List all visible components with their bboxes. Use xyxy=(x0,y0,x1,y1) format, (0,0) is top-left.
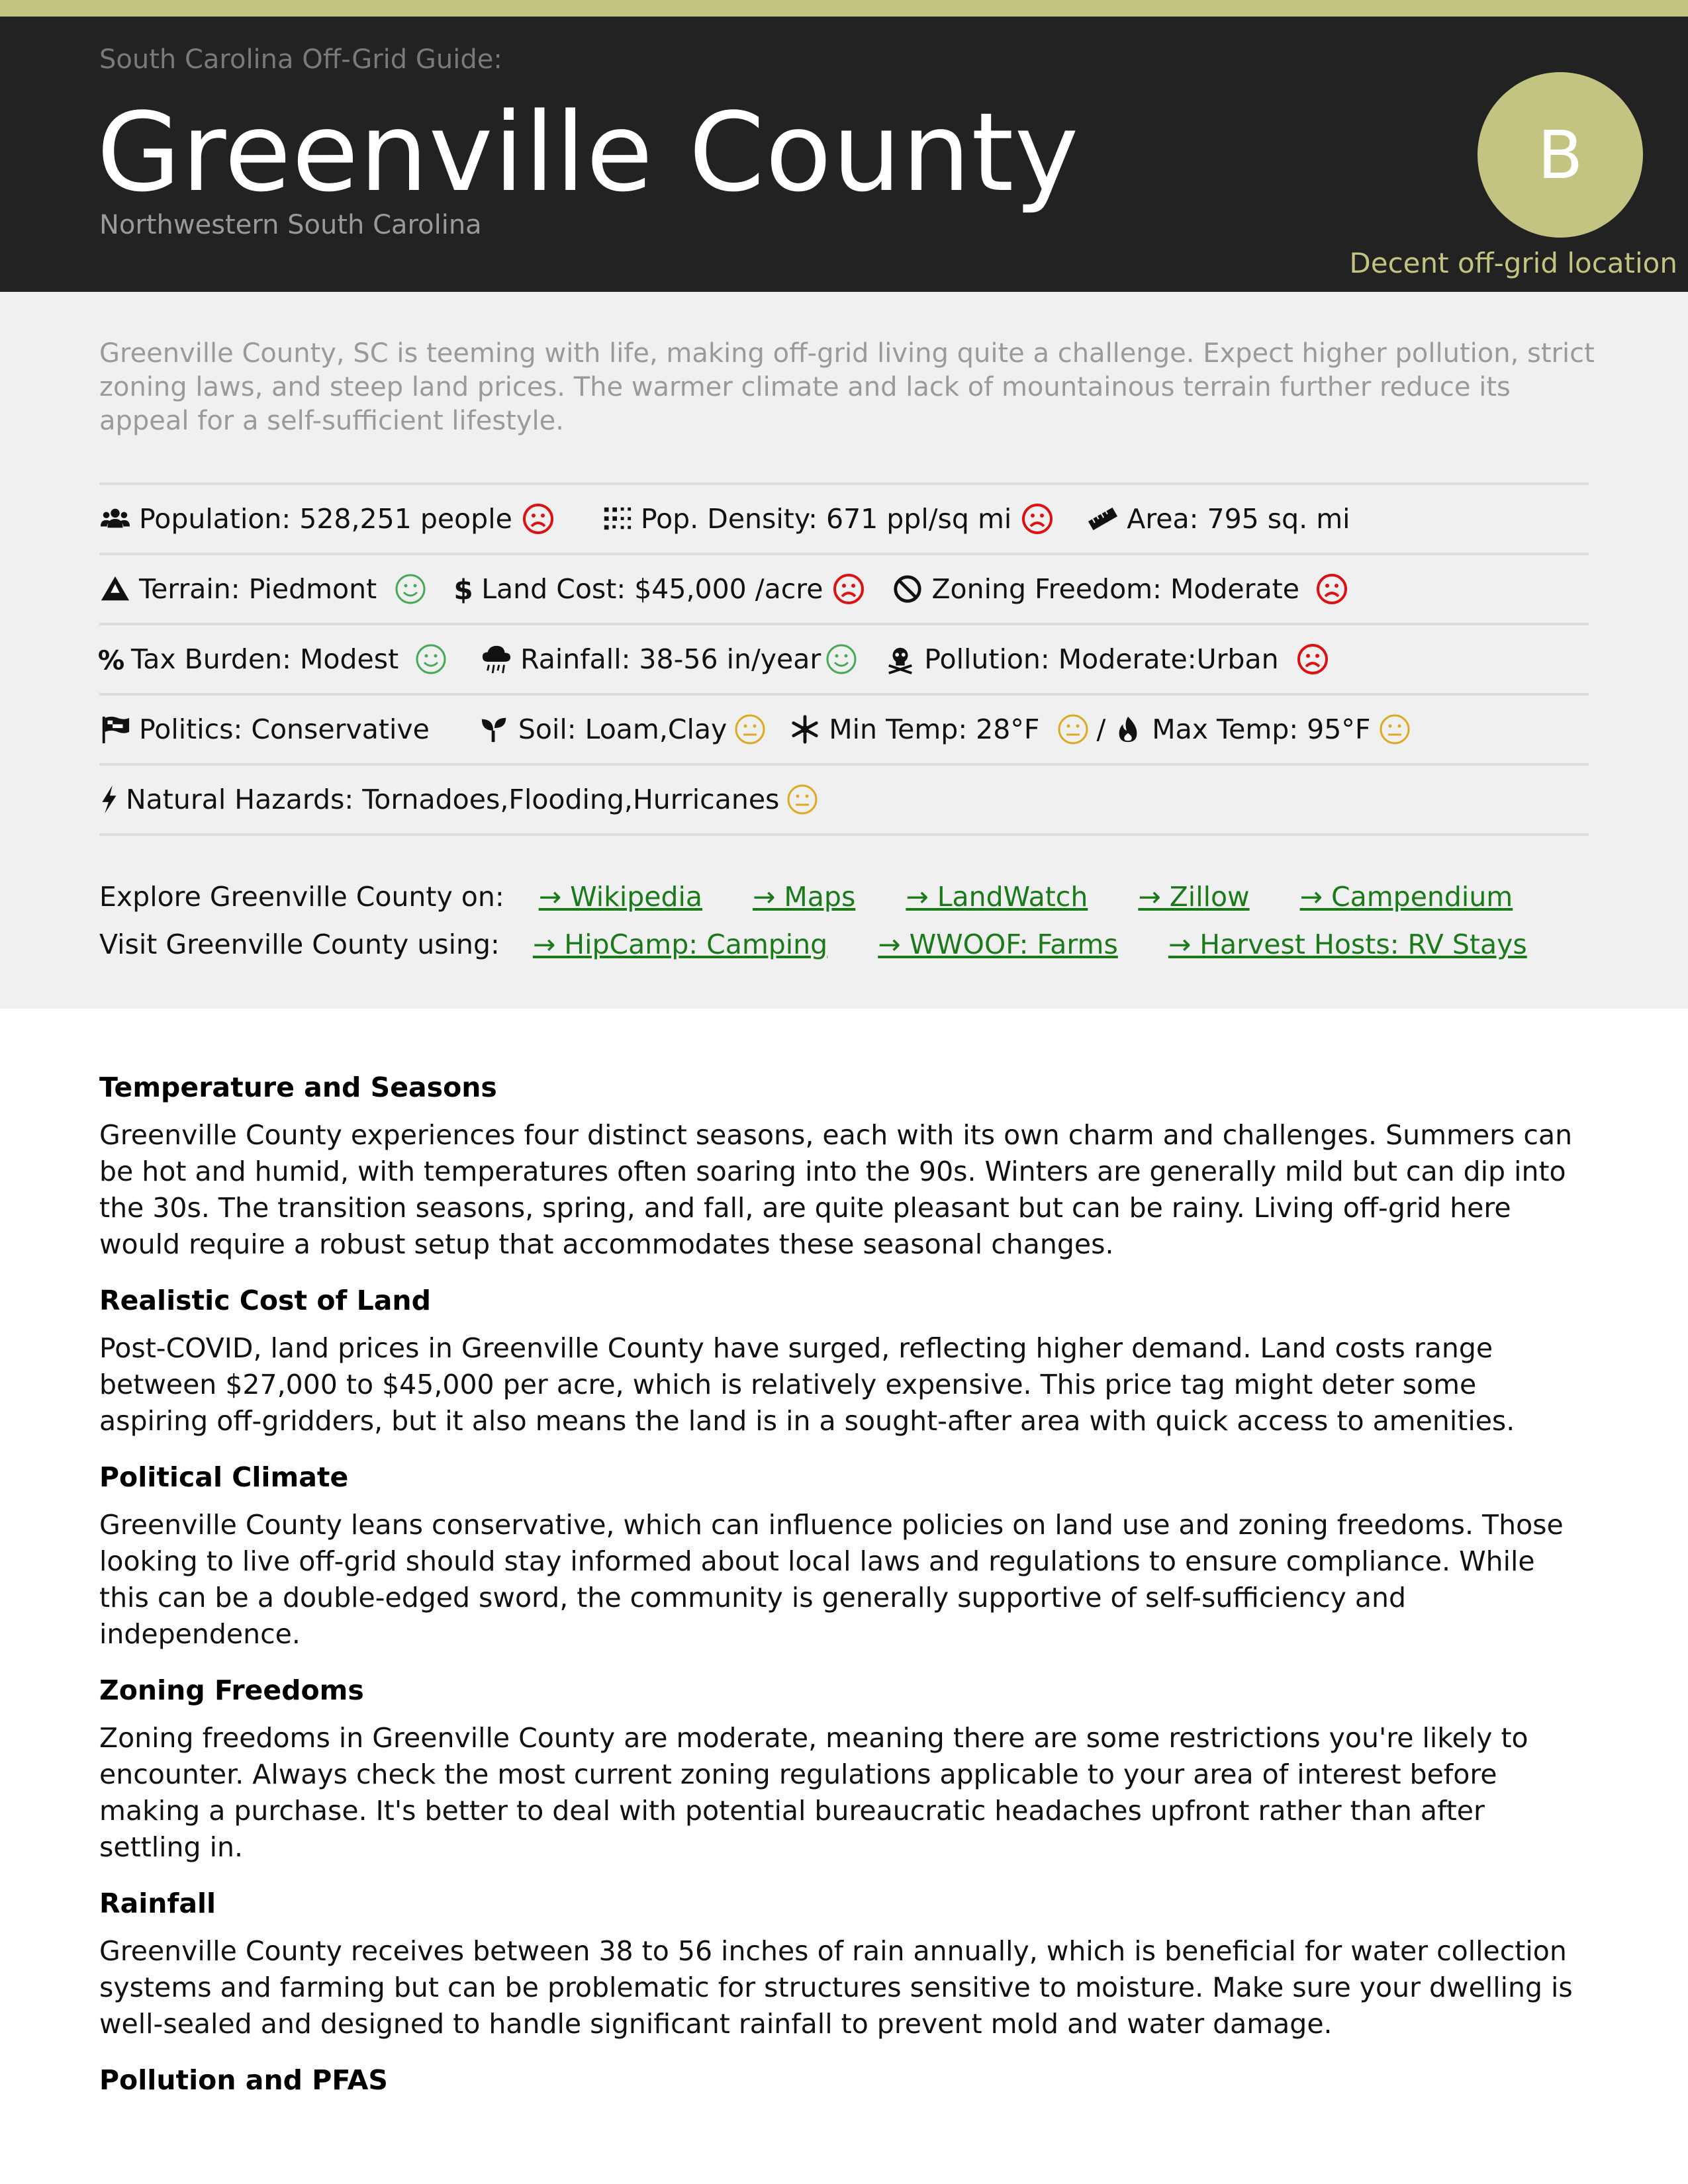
section-heading: Realistic Cost of Land xyxy=(99,1285,431,1316)
link-hipcamp[interactable]: → HipCamp: Camping xyxy=(532,929,828,960)
stat-population xyxy=(99,502,555,535)
stat-label: Area: 795 sq. mi xyxy=(1127,503,1350,535)
sad-face-icon xyxy=(1296,643,1329,676)
link-maps[interactable]: → Maps xyxy=(753,881,856,913)
section-paragraph: Greenville County experiences four distinct seasons, each with its own charm and challenges. Summers can be hot and humid, with temperatures often soaring into the 90s. Winters are generally mild but can dip into the 30s. The transition seasons, spring, and fall, are quite pleasant but can be rainy. Living off-grid here would require a robust setup that accommodates these seasonal changes. xyxy=(99,1119,1573,1260)
ban-icon xyxy=(892,573,923,605)
neutral-face-icon xyxy=(786,783,819,816)
neutral-face-icon xyxy=(1056,713,1090,746)
stats-row xyxy=(99,482,1589,553)
stat-tax xyxy=(99,643,447,676)
accent-stripe xyxy=(0,0,1688,17)
stat-pollution xyxy=(884,643,1329,676)
seedling-icon xyxy=(479,713,510,745)
stat-label: Zoning Freedom: Moderate xyxy=(931,573,1299,605)
sad-face-icon xyxy=(1021,502,1054,535)
stat-label: Rainfall: 38-56 in/year xyxy=(520,643,821,675)
ruler-icon xyxy=(1087,503,1119,535)
stat-label: Max Temp: 95°F xyxy=(1152,713,1371,745)
neutral-face-icon xyxy=(733,713,767,746)
section-heading: Zoning Freedoms xyxy=(99,1674,364,1706)
link-landwatch[interactable]: → LandWatch xyxy=(906,881,1088,913)
stat-label: Tax Burden: Modest xyxy=(131,643,399,675)
sad-face-icon xyxy=(522,502,555,535)
mountain-icon xyxy=(99,573,131,605)
stat-density xyxy=(601,502,1054,535)
guide-kicker: South Carolina Off-Grid Guide: xyxy=(99,44,502,75)
stats-row xyxy=(99,623,1589,693)
stat-land-cost xyxy=(453,572,865,606)
external-links xyxy=(99,873,1527,968)
dollar-icon xyxy=(453,573,473,605)
stats-row xyxy=(99,693,1589,763)
link-campendium[interactable]: → Campendium xyxy=(1299,881,1513,913)
dots-grid-icon xyxy=(601,503,633,535)
link-zillow[interactable]: → Zillow xyxy=(1138,881,1250,913)
article-body xyxy=(99,1058,1589,2110)
stat-label: Soil: Loam,Clay xyxy=(518,713,727,745)
temp-separator: / xyxy=(1096,713,1106,745)
stat-max-temp xyxy=(1112,713,1411,746)
happy-face-icon xyxy=(394,572,427,606)
section-heading: Pollution and PFAS xyxy=(99,2064,388,2096)
intro-text: Greenville County, SC is teeming with life, making off-grid living quite a challenge. Expect higher pollution, strict zoning laws, and steep land prices. The warmer climate and lack of mountainous terrain further reduce its appeal for a self-sufficient lifestyle. xyxy=(99,338,1595,436)
stat-label: Land Cost: $45,000 /acre xyxy=(481,573,823,605)
stat-label: Min Temp: 28°F xyxy=(829,713,1040,745)
section-paragraph: Greenville County receives between 38 to 56 inches of rain annually, which is beneficial for water collection systems and farming but can be problematic for structures sensitive to moisture. Make sure your dwelling is well-sealed and designed to handle significant rainfall to prevent mold and water damage. xyxy=(99,1935,1573,2040)
stat-label: Pollution: Moderate:Urban xyxy=(924,643,1279,675)
summary-panel xyxy=(0,292,1688,1009)
grade-badge: B xyxy=(1477,72,1643,238)
skull-icon xyxy=(884,643,916,675)
page-header xyxy=(0,17,1688,292)
stat-rainfall xyxy=(481,643,858,676)
stat-zoning xyxy=(892,572,1348,606)
visit-label: Visit Greenville County using: xyxy=(99,929,500,960)
svg-text:%: % xyxy=(97,645,125,676)
happy-face-icon xyxy=(414,643,447,676)
section-paragraph: Zoning freedoms in Greenville County are moderate, meaning there are some restrictions you're likely to encounter. Always check the most current zoning regulations applicable to your area of interest before making a purchase. It's better to deal with potential bureaucratic headaches upfront rather than after settling in. xyxy=(99,1722,1528,1863)
stats-row xyxy=(99,553,1589,623)
grade-label: Decent off-grid location xyxy=(1349,247,1677,279)
link-harvest-hosts[interactable]: → Harvest Hosts: RV Stays xyxy=(1168,929,1527,960)
stat-hazards xyxy=(99,783,819,816)
section-paragraph: Post-COVID, land prices in Greenville County have surged, reflecting higher demand. Land costs range between $27,000 to $45,000 per acre, which is relatively expensive. This price tag might deter some aspiring off-gridders, but it also means the land is in a sought-after area with quick access to amenities. xyxy=(99,1332,1515,1437)
link-wikipedia[interactable]: → Wikipedia xyxy=(538,881,703,913)
stat-label: Pop. Density: 671 ppl/sq mi xyxy=(640,503,1012,535)
section-heading: Political Climate xyxy=(99,1461,349,1493)
stat-min-temp xyxy=(789,713,1090,746)
happy-face-icon xyxy=(825,643,858,676)
stat-area xyxy=(1087,503,1350,535)
page-title: Greenville County xyxy=(97,89,1080,216)
section-heading: Temperature and Seasons xyxy=(99,1071,497,1103)
stat-politics xyxy=(99,713,430,745)
link-wwoof[interactable]: → WWOOF: Farms xyxy=(878,929,1118,960)
stat-label: Politics: Conservative xyxy=(139,713,430,745)
sad-face-icon xyxy=(832,572,865,606)
section-heading: Rainfall xyxy=(99,1888,216,1919)
explore-links-row xyxy=(99,873,1527,921)
fire-icon xyxy=(1112,713,1144,745)
stat-label: Natural Hazards: Tornadoes,Flooding,Hurricanes xyxy=(126,784,780,815)
sad-face-icon xyxy=(1315,572,1348,606)
flag-icon xyxy=(99,713,131,745)
stat-label: Population: 528,251 people xyxy=(139,503,512,535)
region-subtitle: Northwestern South Carolina xyxy=(99,210,482,240)
neutral-face-icon xyxy=(1378,713,1411,746)
stats-row xyxy=(99,763,1589,836)
percent-icon xyxy=(99,643,123,675)
stats-grid xyxy=(99,482,1589,836)
visit-links-row xyxy=(99,921,1527,968)
lightning-icon xyxy=(99,784,118,815)
section-paragraph: Greenville County leans conservative, which can influence policies on land use and zoning freedoms. Those looking to live off-grid should stay informed about local laws and regulations to ensure compliance. While this can be a double-edged sword, the community is generally supportive of self-sufficiency and independence. xyxy=(99,1509,1564,1650)
users-icon xyxy=(99,503,131,535)
stat-terrain xyxy=(99,572,427,606)
stat-label: Terrain: Piedmont xyxy=(139,573,377,605)
explore-label: Explore Greenville County on: xyxy=(99,881,504,913)
rain-cloud-icon xyxy=(481,643,512,675)
svg-text:$: $ xyxy=(453,573,473,606)
snowflake-icon xyxy=(789,713,821,745)
stat-soil xyxy=(479,713,767,746)
